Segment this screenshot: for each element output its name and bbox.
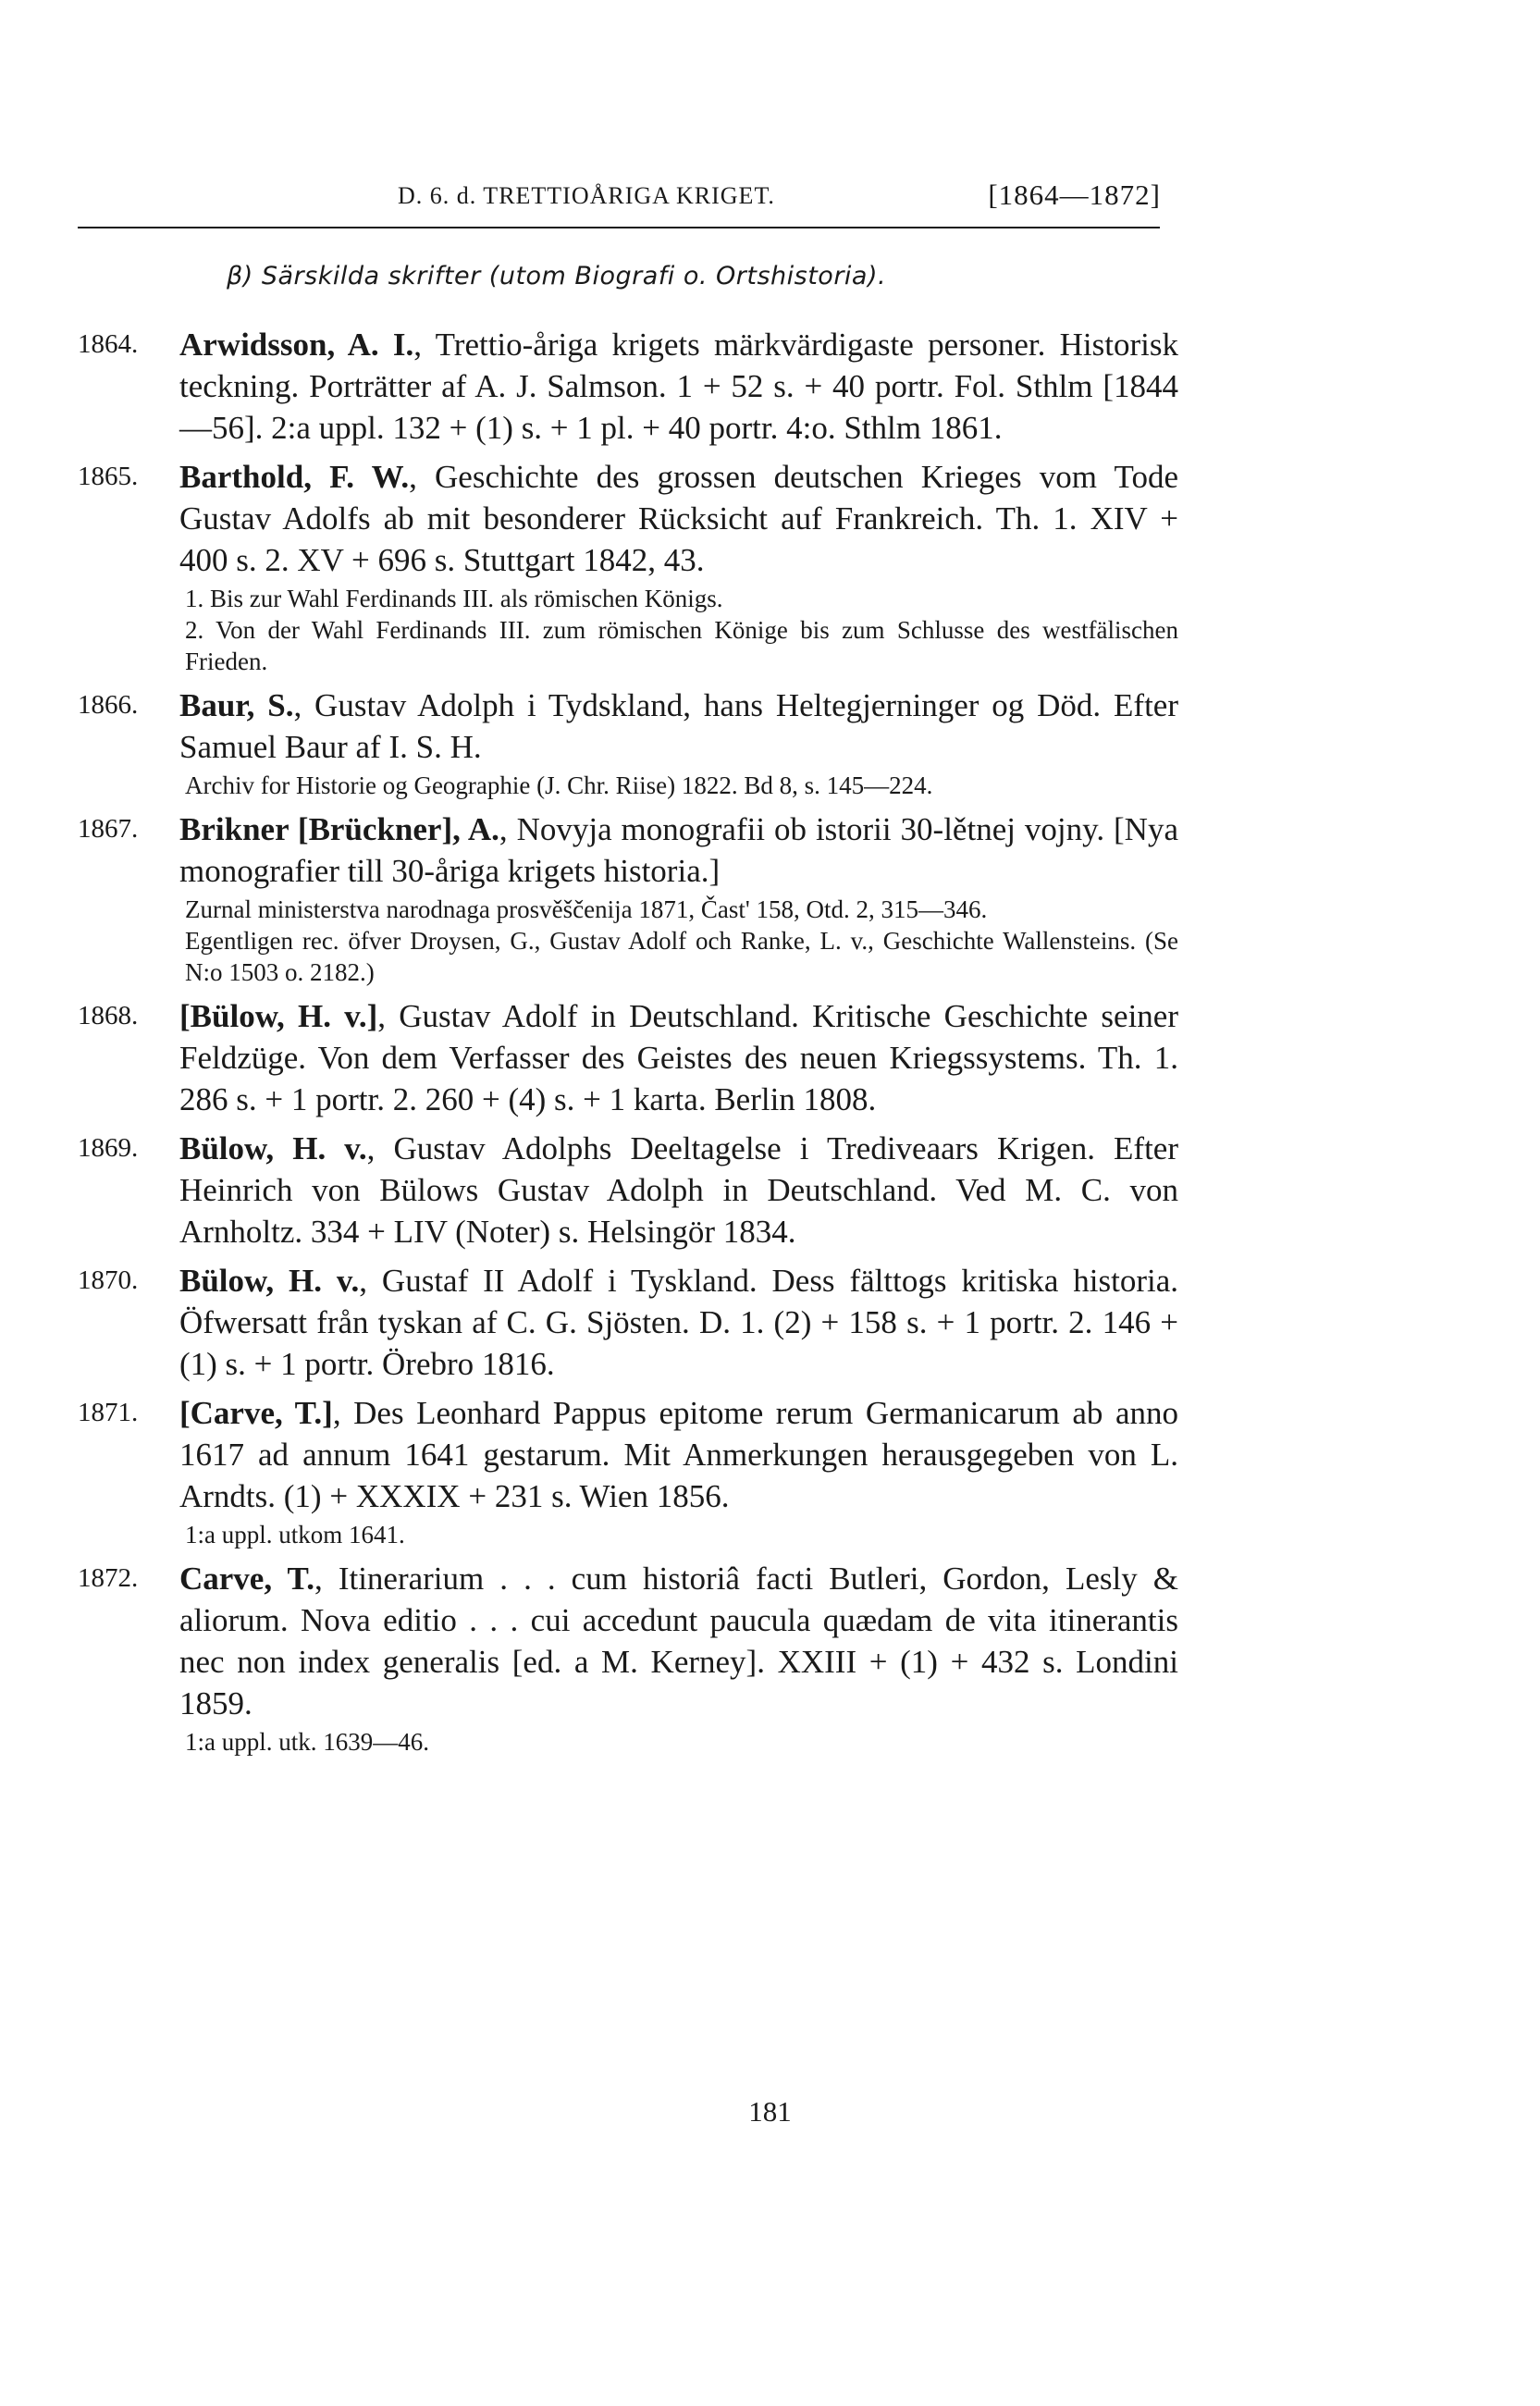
entry-number: 1869. <box>78 1133 139 1163</box>
entry-text <box>179 995 1178 1120</box>
bibliography-entry <box>78 456 1178 677</box>
entry-author: Arwidsson, A. I. <box>179 327 414 363</box>
entry-note: 1:a uppl. utk. 1639—46. <box>185 1728 429 1756</box>
entry-description: , Gustav Adolf in Deutschland. Kritische Geschichte seiner Feldzüge. Von dem Verfasser des Geistes des neuen Kriegssystems. Th. 1. 286 s. + 1 portr. 2. 260 + (4) s. + 1 karta. Berlin 1808. <box>179 998 1178 1117</box>
entry-note: Archiv for Historie og Geographie (J. Chr. Riise) 1822. Bd 8, s. 145—224. <box>185 771 933 799</box>
entry-number: 1865. <box>78 462 139 491</box>
entry-description: , Gustav Adolphs Deeltagelse i Trediveaars Krigen. Efter Heinrich von Bülows Gustav Adolph in Deutschland. Ved M. C. von Arnholtz. 334 + LIV (Noter) s. Helsingör 1834. <box>179 1130 1179 1250</box>
entry-author: [Carve, T.] <box>179 1395 333 1431</box>
entry-text <box>179 808 1178 892</box>
entry-text <box>179 324 1178 449</box>
entry-note: Zurnal ministerstva narodnaga prosvěščenija 1871, Čast' 158, Otd. 2, 315—346. <box>185 895 988 923</box>
bibliography-entry <box>78 1260 1178 1385</box>
entry-number: 1868. <box>78 1001 139 1030</box>
entry-author: Bülow, H. v. <box>179 1130 367 1166</box>
entry-description: , Geschichte des grossen deutschen Krieges vom Tode Gustav Adolfs ab mit besonderer Rücksicht auf Frankreich. Th. 1. XIV + 400 s. 2. XV + 696 s. Stuttgart 1842, 43. <box>179 459 1178 578</box>
entry-number: 1867. <box>78 814 139 844</box>
entry-number: 1864. <box>78 329 139 359</box>
entry-note: 1. Bis zur Wahl Ferdinands III. als römischen Königs. <box>185 585 723 612</box>
entry-author: Bülow, H. v. <box>179 1263 360 1299</box>
running-head <box>176 179 1161 219</box>
entry-note: Egentligen rec. öfver Droysen, G., Gustav Adolf och Ranke, L. v., Geschichte Wallensteins. (Se N:o 1503 o. 2182.) <box>185 927 1178 986</box>
entry-description: , Itinerarium . . . cum historiâ facti Butleri, Gordon, Lesly & aliorum. Nova editio . . . cui accedunt paucula quædam de vita itinerantis nec non index generalis [ed. a M. Kerney]. XXIII + (1) + 432 s. Londini 1859. <box>179 1561 1178 1721</box>
entry-text <box>179 685 1178 768</box>
entry-author: [Bülow, H. v.] <box>179 998 378 1034</box>
bibliography-list <box>78 324 1178 1765</box>
entry-author: Barthold, F. W. <box>179 459 410 495</box>
bibliography-entry <box>78 808 1178 988</box>
entry-text <box>179 1260 1178 1385</box>
header-rule <box>78 227 1160 228</box>
section-title: β) Särskilda skrifter (utom Biografi o. Ortshistoria). <box>227 262 887 290</box>
entry-note: 2. Von der Wahl Ferdinands III. zum römischen Könige bis zum Schlusse des westfälischen Frieden. <box>185 616 1178 675</box>
bibliography-entry <box>78 1392 1178 1550</box>
entry-author: Brikner [Brückner], A. <box>179 811 499 847</box>
bibliography-entry <box>78 1558 1178 1758</box>
entry-text <box>179 1128 1178 1252</box>
entry-description: , Gustaf II Adolf i Tyskland. Dess fälttogs kritiska historia. Öfwersatt från tyskan af C. G. Sjösten. D. 1. (2) + 158 s. + 1 portr. 2. 146 + (1) s. + 1 portr. Örebro 1816. <box>179 1263 1179 1382</box>
bibliography-entry <box>78 1128 1178 1252</box>
page-number: 181 <box>748 2095 792 2128</box>
entry-text <box>179 1392 1178 1517</box>
entry-note: 1:a uppl. utkom 1641. <box>185 1521 405 1548</box>
entry-number: 1866. <box>78 690 139 720</box>
running-head-years: [1864—1872] <box>988 179 1161 211</box>
entry-number: 1872. <box>78 1563 139 1593</box>
entry-text <box>179 456 1178 581</box>
entry-number: 1871. <box>78 1398 139 1427</box>
entry-author: Carve, T. <box>179 1561 315 1597</box>
entry-number: 1870. <box>78 1265 139 1295</box>
entry-description: , Gustav Adolph i Tydskland, hans Heltegjerninger og Död. Efter Samuel Baur af I. S. H. <box>179 687 1178 765</box>
running-head-title: D. 6. d. TRETTIOÅRIGA KRIGET. <box>398 182 775 209</box>
entry-author: Baur, S. <box>179 687 294 723</box>
entry-description: , Trettio-åriga krigets märkvärdigaste personer. Historisk teckning. Porträtter af A. J. Salmson. 1 + 52 s. + 40 portr. Fol. Sthlm [1844—56]. 2:a uppl. 132 + (1) s. + 1 pl. + 40 portr. 4:o. Sthlm 1861. <box>179 327 1178 446</box>
bibliography-entry <box>78 324 1178 449</box>
entry-text <box>179 1558 1178 1724</box>
bibliography-entry <box>78 995 1178 1120</box>
bibliography-entry <box>78 685 1178 801</box>
entry-description: , Des Leonhard Pappus epitome rerum Germanicarum ab anno 1617 ad annum 1641 gestarum. Mit Anmerkungen herausgegeben von L. Arndts. (1) + XXXIX + 231 s. Wien 1856. <box>179 1395 1178 1514</box>
entry-description: , Novyja monografii ob istorii 30-lětnej vojny. [Nya monografier till 30-åriga krigets historia.] <box>179 811 1178 889</box>
